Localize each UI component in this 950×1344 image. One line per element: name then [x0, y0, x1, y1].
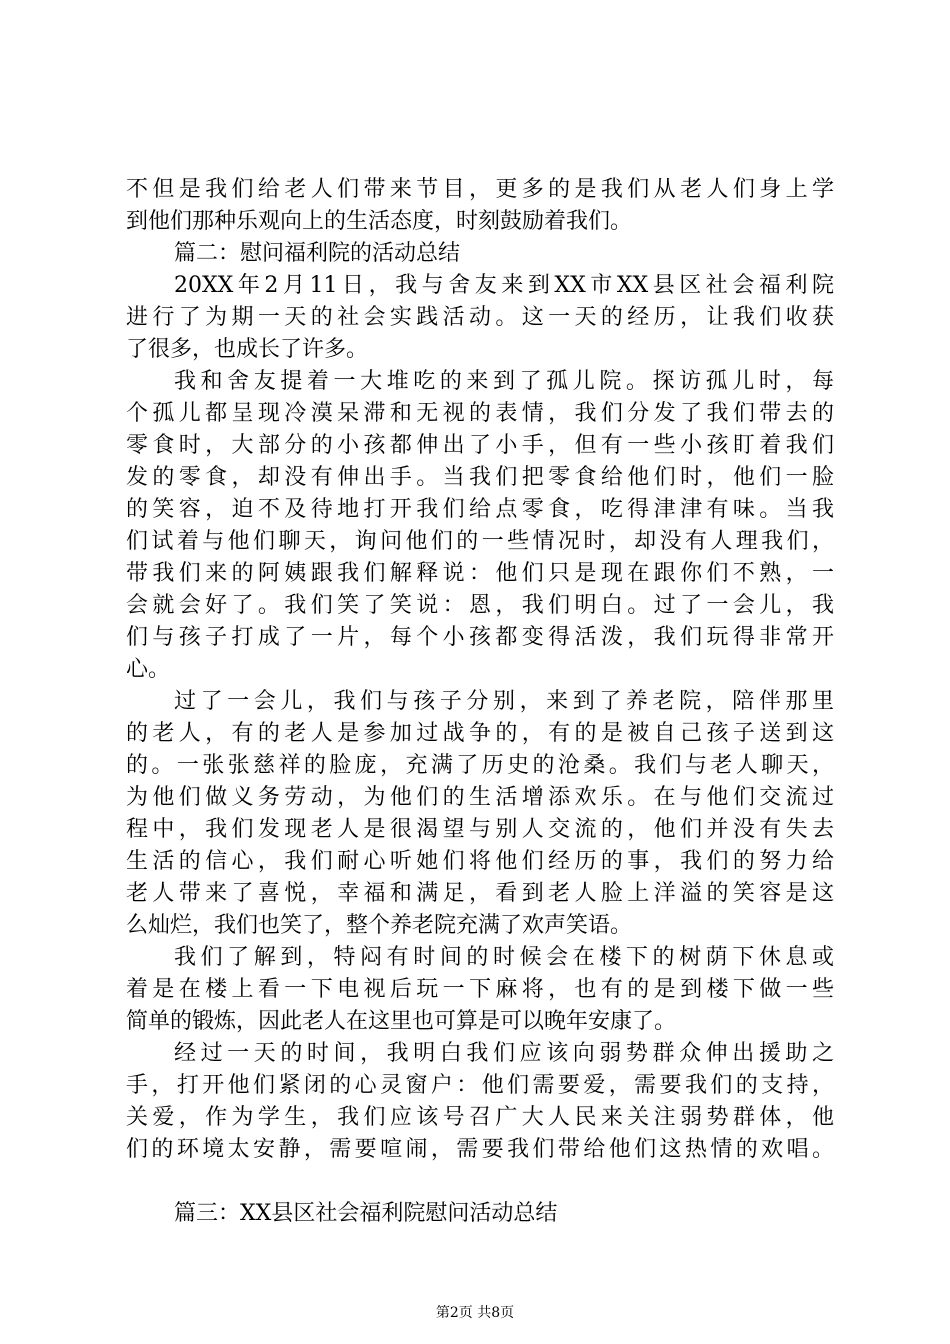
- paragraph-line: 了很多，也成长了许多。: [126, 337, 369, 362]
- paragraph-line: 么灿烂，我们也笑了，整个养老院充满了欢声笑语。: [126, 913, 633, 938]
- paragraph-line: 零食时，大部分的小孩都伸出了小手，但有一些小孩盯着我们: [126, 433, 834, 458]
- paragraph-line: 会就会好了。我们笑了笑说：恩，我们明白。过了一会儿，我: [126, 593, 834, 618]
- paragraph-line: 到他们那种乐观向上的生活态度，时刻鼓励着我们。: [126, 209, 633, 234]
- paragraph-line: 发的零食，却没有伸出手。当我们把零食给他们时，他们一脸: [126, 465, 834, 490]
- paragraph-line: 的笑容，迫不及待地打开我们给点零食，吃得津津有味。当我: [126, 497, 834, 522]
- paragraph-line: 20XX年2月11日，我与舍友来到XX市XX县区社会福利院: [174, 273, 834, 298]
- paragraph-line: 我们了解到，特闷有时间的时候会在楼下的树荫下休息或: [174, 945, 834, 970]
- paragraph-line: 们与孩子打成了一片，每个小孩都变得活泼，我们玩得非常开: [126, 625, 834, 650]
- paragraph-line: 们试着与他们聊天，询问他们的一些情况时，却没有人理我们，: [126, 529, 834, 554]
- paragraph-line: 关爱，作为学生，我们应该号召广大人民来关注弱势群体，他: [126, 1105, 834, 1130]
- blank-line: [126, 1166, 834, 1198]
- paragraph-line: 程中，我们发现老人是很渴望与别人交流的，他们并没有失去: [126, 817, 834, 842]
- paragraph-line: 过了一会儿，我们与孩子分别，来到了养老院，陪伴那里: [174, 689, 834, 714]
- paragraph-line: 进行了为期一天的社会实践活动。这一天的经历，让我们收获: [126, 305, 834, 330]
- paragraph-line: 为他们做义务劳动，为他们的生活增添欢乐。在与他们交流过: [126, 785, 834, 810]
- section-heading: 篇三：XX县区社会福利院慰问活动总结: [174, 1201, 558, 1226]
- paragraph-line: 心。: [126, 657, 171, 682]
- paragraph-line: 带我们来的阿姨跟我们解释说：他们只是现在跟你们不熟，一: [126, 561, 834, 586]
- document-body: [126, 174, 834, 1230]
- paragraph-line: 个孤儿都呈现冷漠呆滞和无视的表情，我们分发了我们带去的: [126, 401, 834, 426]
- page-number: 第2页 共8页: [435, 1305, 515, 1321]
- paragraph-line: 简单的锻炼，因此老人在这里也可算是可以晚年安康了。: [126, 1009, 677, 1034]
- paragraph-line: 的。一张张慈祥的脸庞，充满了历史的沧桑。我们与老人聊天，: [126, 753, 834, 778]
- section-heading: 篇二：慰问福利院的活动总结: [174, 241, 461, 266]
- paragraph-line: 着是在楼上看一下电视后玩一下麻将，也有的是到楼下做一些: [126, 977, 834, 1002]
- paragraph-line: 不但是我们给老人们带来节目，更多的是我们从老人们身上学: [126, 177, 834, 202]
- paragraph-line: 我和舍友提着一大堆吃的来到了孤儿院。探访孤儿时，每: [174, 369, 834, 394]
- paragraph-line: 老人带来了喜悦，幸福和满足，看到老人脸上洋溢的笑容是这: [126, 881, 834, 906]
- paragraph-line: 生活的信心，我们耐心听她们将他们经历的事，我们的努力给: [126, 849, 834, 874]
- paragraph-line: 的老人，有的老人是参加过战争的，有的是被自己孩子送到这: [126, 721, 834, 746]
- paragraph-line: 们的环境太安静，需要喧闹，需要我们带给他们这热情的欢唱。: [126, 1137, 834, 1162]
- paragraph-line: 经过一天的时间，我明白我们应该向弱势群众伸出援助之: [174, 1041, 834, 1066]
- paragraph-line: 手，打开他们紧闭的心灵窗户：他们需要爱，需要我们的支持，: [126, 1073, 834, 1098]
